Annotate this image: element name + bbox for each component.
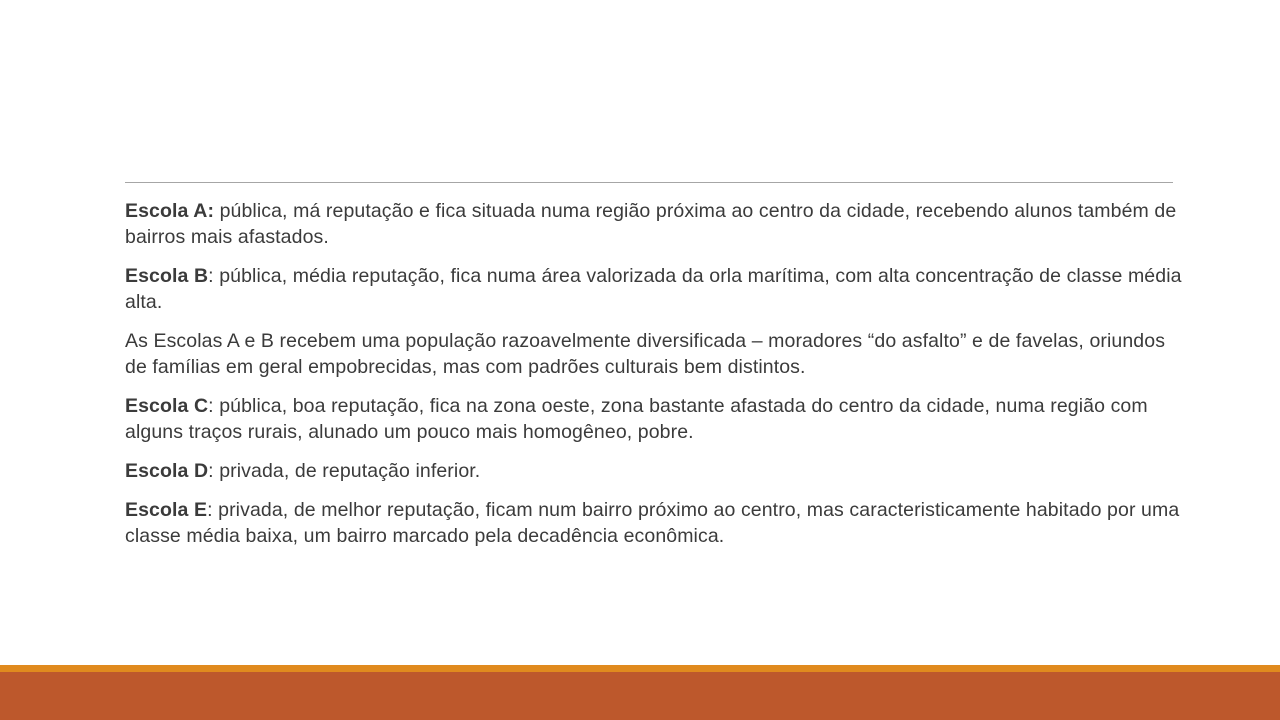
paragraph-text: : pública, boa reputação, fica na zona oeste, zona bastante afastada do centro da cidade, numa região com alguns traços rurais, alunado um pouco mais homogêneo, pobre. (125, 395, 1148, 443)
paragraph-escola-e (125, 497, 1185, 549)
paragraph-label: Escola E (125, 499, 208, 521)
paragraph-text: : privada, de reputação inferior. (208, 460, 481, 482)
paragraph-escola-c (125, 393, 1185, 445)
paragraph-text: As Escolas A e B recebem uma população razoavelmente diversificada – moradores “do asfalto” e de favelas, oriundos de famílias em geral empobrecidas, mas com padrões culturais bem distintos. (125, 330, 1166, 378)
footer-accent-bar-orange (0, 665, 1280, 672)
paragraph-escola-d (125, 458, 1185, 484)
paragraph-label: Escola D (125, 460, 209, 482)
paragraph-label: Escola A: (125, 200, 215, 222)
paragraph-label: Escola B (125, 265, 209, 287)
footer-accent-bar-rust (0, 672, 1280, 720)
paragraph-escolas-a-b (125, 328, 1185, 380)
paragraph-label: Escola C (125, 395, 209, 417)
paragraph-text: pública, má reputação e fica situada numa região próxima ao centro da cidade, recebendo alunos também de bairros mais afastados. (125, 200, 1177, 248)
paragraph-text: : privada, de melhor reputação, ficam num bairro próximo ao centro, mas caracteristicamente habitado por uma classe média baixa, um bairro marcado pela decadência econômica. (125, 499, 1180, 547)
paragraph-escola-a (125, 198, 1185, 250)
paragraph-escola-b (125, 263, 1185, 315)
slide-body (125, 198, 1185, 562)
title-divider-line (125, 182, 1173, 183)
paragraph-text: : pública, média reputação, fica numa área valorizada da orla marítima, com alta concentração de classe média alta. (125, 265, 1182, 313)
